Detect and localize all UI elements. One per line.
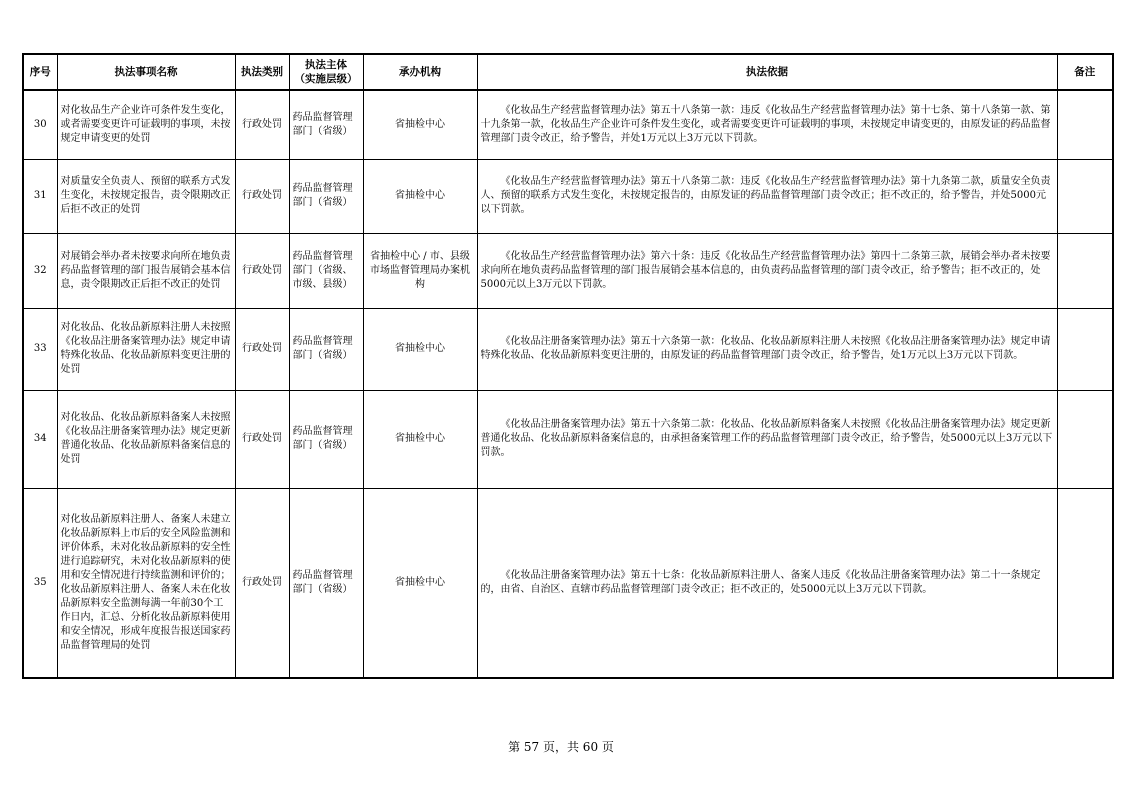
row-subject: 药品监督管理部门（省级） xyxy=(289,488,363,678)
header-org: 承办机构 xyxy=(363,54,477,90)
row-no: 31 xyxy=(23,159,57,233)
page-number: 第 57 页，共 60 页 xyxy=(508,740,614,754)
row-remark xyxy=(1057,159,1113,233)
row-subject: 药品监督管理部门（省级） xyxy=(289,390,363,488)
row-org: 省抽检中心 xyxy=(363,390,477,488)
table-row xyxy=(23,308,1113,390)
table-row xyxy=(23,488,1113,678)
row-basis: 《化妆品注册备案管理办法》第五十七条：化妆品新原料注册人、备案人违反《化妆品注册备案管理办法》第二十一条规定的，由省、自治区、直辖市药品监督管理部门责令改正；拒不改正的，处5000元以上3万元以下罚款。 xyxy=(477,488,1057,678)
row-remark xyxy=(1057,488,1113,678)
row-org: 省抽检中心 / 市、县级市场监督管理局办案机构 xyxy=(363,233,477,308)
row-type: 行政处罚 xyxy=(235,159,289,233)
row-no: 35 xyxy=(23,488,57,678)
row-type: 行政处罚 xyxy=(235,233,289,308)
table-header xyxy=(23,54,1113,90)
row-no: 33 xyxy=(23,308,57,390)
row-org: 省抽检中心 xyxy=(363,488,477,678)
row-remark xyxy=(1057,233,1113,308)
row-type: 行政处罚 xyxy=(235,308,289,390)
row-no: 30 xyxy=(23,90,57,159)
header-subject-line2: （实施层级） xyxy=(294,73,358,85)
enforcement-table xyxy=(22,53,1114,679)
table-row xyxy=(23,159,1113,233)
row-type: 行政处罚 xyxy=(235,90,289,159)
row-subject: 药品监督管理部门（省级） xyxy=(289,159,363,233)
row-name: 对化妆品、化妆品新原料注册人未按照《化妆品注册备案管理办法》规定申请特殊化妆品、化妆品新原料变更注册的处罚 xyxy=(57,308,235,390)
row-name: 对质量安全负责人、预留的联系方式发生变化，未按规定报告，责令限期改正后拒不改正的处罚 xyxy=(57,159,235,233)
header-remark: 备注 xyxy=(1057,54,1113,90)
table-row xyxy=(23,90,1113,159)
header-subject xyxy=(289,54,363,90)
row-org: 省抽检中心 xyxy=(363,90,477,159)
row-subject: 药品监督管理部门（省级） xyxy=(289,90,363,159)
header-no: 序号 xyxy=(23,54,57,90)
table-row xyxy=(23,390,1113,488)
row-basis: 《化妆品生产经营监督管理办法》第五十八条第一款：违反《化妆品生产经营监督管理办法》第十七条、第十八条第一款、第十九条第一款，化妆品生产企业许可条件发生变化，或者需要变更许可证载明的事项，未按规定申请变更的，由原发证的药品监督管理部门责令改正，给予警告，并处1万元以上3万元以下罚款。 xyxy=(477,90,1057,159)
header-type: 执法类别 xyxy=(235,54,289,90)
row-remark xyxy=(1057,390,1113,488)
header-basis: 执法依据 xyxy=(477,54,1057,90)
row-name: 对化妆品生产企业许可条件发生变化，或者需要变更许可证载明的事项，未按规定申请变更的处罚 xyxy=(57,90,235,159)
row-type: 行政处罚 xyxy=(235,488,289,678)
row-subject: 药品监督管理部门（省级） xyxy=(289,308,363,390)
row-org: 省抽检中心 xyxy=(363,308,477,390)
row-no: 32 xyxy=(23,233,57,308)
row-no: 34 xyxy=(23,390,57,488)
row-type: 行政处罚 xyxy=(235,390,289,488)
row-org: 省抽检中心 xyxy=(363,159,477,233)
row-basis: 《化妆品注册备案管理办法》第五十六条第一款：化妆品、化妆品新原料注册人未按照《化妆品注册备案管理办法》规定申请特殊化妆品、化妆品新原料变更注册的，由原发证的药品监督管理部门责令改正，给予警告，处1万元以上3万元以下罚款。 xyxy=(477,308,1057,390)
header-name: 执法事项名称 xyxy=(57,54,235,90)
row-basis: 《化妆品生产经营监督管理办法》第五十八条第二款：违反《化妆品生产经营监督管理办法》第十九条第二款，质量安全负责人、预留的联系方式发生变化，未按规定报告的，由原发证的药品监督管理部门责令改正；拒不改正的，给予警告，并处5000元以下罚款。 xyxy=(477,159,1057,233)
row-remark xyxy=(1057,308,1113,390)
row-basis: 《化妆品注册备案管理办法》第五十六条第二款：化妆品、化妆品新原料备案人未按照《化妆品注册备案管理办法》规定更新普通化妆品、化妆品新原料备案信息的，由承担备案管理工作的药品监督管理部门责令改正，给予警告，处5000元以上3万元以下罚款。 xyxy=(477,390,1057,488)
table-row xyxy=(23,233,1113,308)
row-name: 对化妆品、化妆品新原料备案人未按照《化妆品注册备案管理办法》规定更新普通化妆品、化妆品新原料备案信息的处罚 xyxy=(57,390,235,488)
header-subject-line1: 执法主体 xyxy=(305,59,347,71)
row-name: 对展销会举办者未按要求向所在地负责药品监督管理的部门报告展销会基本信息，责令限期改正后拒不改正的处罚 xyxy=(57,233,235,308)
row-basis: 《化妆品生产经营监督管理办法》第六十条：违反《化妆品生产经营监督管理办法》第四十二条第三款，展销会举办者未按要求向所在地负责药品监督管理的部门报告展销会基本信息的，由负责药品监督管理的部门责令改正，给予警告；拒不改正的，处5000元以上3万元以下罚款。 xyxy=(477,233,1057,308)
table-body xyxy=(23,90,1113,678)
row-subject: 药品监督管理部门（省级、市级、县级） xyxy=(289,233,363,308)
row-name: 对化妆品新原料注册人、备案人未建立化妆品新原料上市后的安全风险监测和评价体系，未对化妆品新原料的安全性进行追踪研究，未对化妆品新原料的使用和安全情况进行持续监测和评价的；化妆品新原料注册人、备案人未在化妆品新原料安全监测每满一年前30个工作日内，汇总、分析化妆品新原料使用和安全情况，形成年度报告报送国家药品监督管理局的处罚 xyxy=(57,488,235,678)
row-remark xyxy=(1057,90,1113,159)
